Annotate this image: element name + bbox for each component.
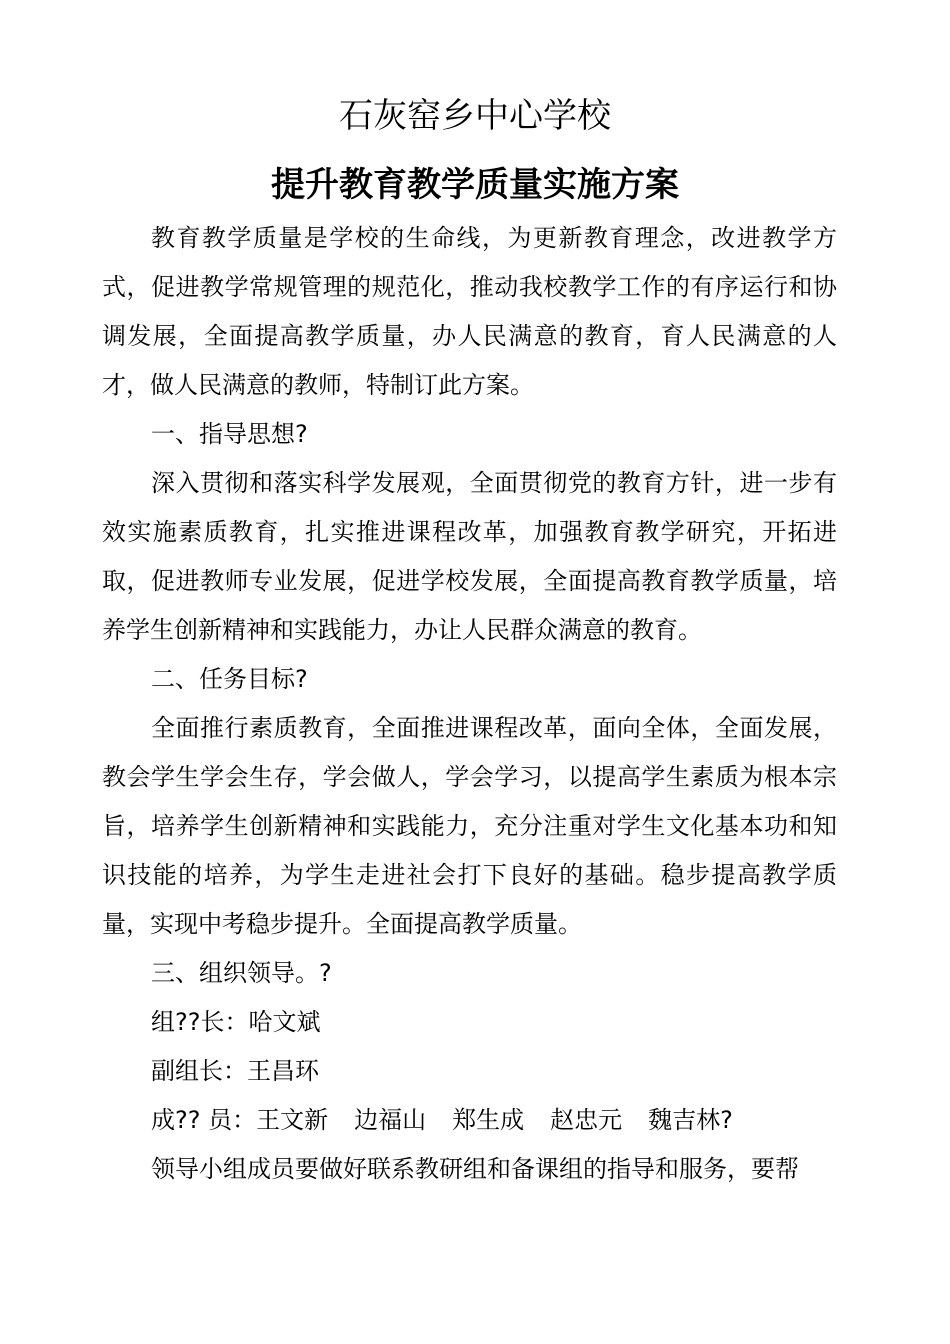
member-name: 郑生成 xyxy=(452,1106,525,1134)
section-3-heading: 三、组织领导。? xyxy=(151,959,332,987)
member-name: 边福山 xyxy=(354,1106,427,1134)
document-body xyxy=(102,214,837,1194)
deputy-leader-line: 副组长：王昌环 xyxy=(151,1057,319,1085)
members-label: 成?? 员： xyxy=(151,1106,257,1134)
members-line xyxy=(102,1096,837,1145)
group-leader-line: 组??长：哈文斌 xyxy=(151,1008,321,1036)
member-name: 王文新 xyxy=(256,1106,329,1134)
section-3-paragraph: 领导小组成员要做好联系教研组和备课组的指导和服务，要帮 xyxy=(151,1155,799,1183)
member-name: 魏吉林? xyxy=(648,1106,733,1134)
intro-paragraph: 教育教学质量是学校的生命线，为更新教育理念，改进教学方式，促进教学常规管理的规范化，推动我校教学工作的有序运行和协调发展，全面提高教学质量，办人民满意的教育，育人民满意的人才，做人民满意的教师，特制订此方案。 xyxy=(102,224,837,399)
member-name: 赵忠元 xyxy=(550,1106,623,1134)
section-2-heading: 二、任务目标? xyxy=(151,665,308,693)
document-subtitle: 提升教育教学质量实施方案 xyxy=(271,165,679,205)
section-2-paragraph: 全面推行素质教育，全面推进课程改革，面向全体，全面发展，教会学生学会生存，学会做人，学会学习，以提高学生素质为根本宗旨，培养学生创新精神和实践能力，充分注重对学生文化基本功和知识技能的培养，为学生走进社会打下良好的基础。稳步提高教学质量，实现中考稳步提升。全面提高教学质量。 xyxy=(102,714,837,938)
document-title: 石灰窑乡中心学校 xyxy=(339,96,611,136)
section-1-heading: 一、指导思想? xyxy=(151,420,308,448)
section-1-paragraph: 深入贯彻和落实科学发展观，全面贯彻党的教育方针，进一步有效实施素质教育，扎实推进课程改革，加强教育教学研究，开拓进取，促进教师专业发展，促进学校发展，全面提高教育教学质量，培养学生创新精神和实践能力，办让人民群众满意的教育。 xyxy=(102,469,837,644)
